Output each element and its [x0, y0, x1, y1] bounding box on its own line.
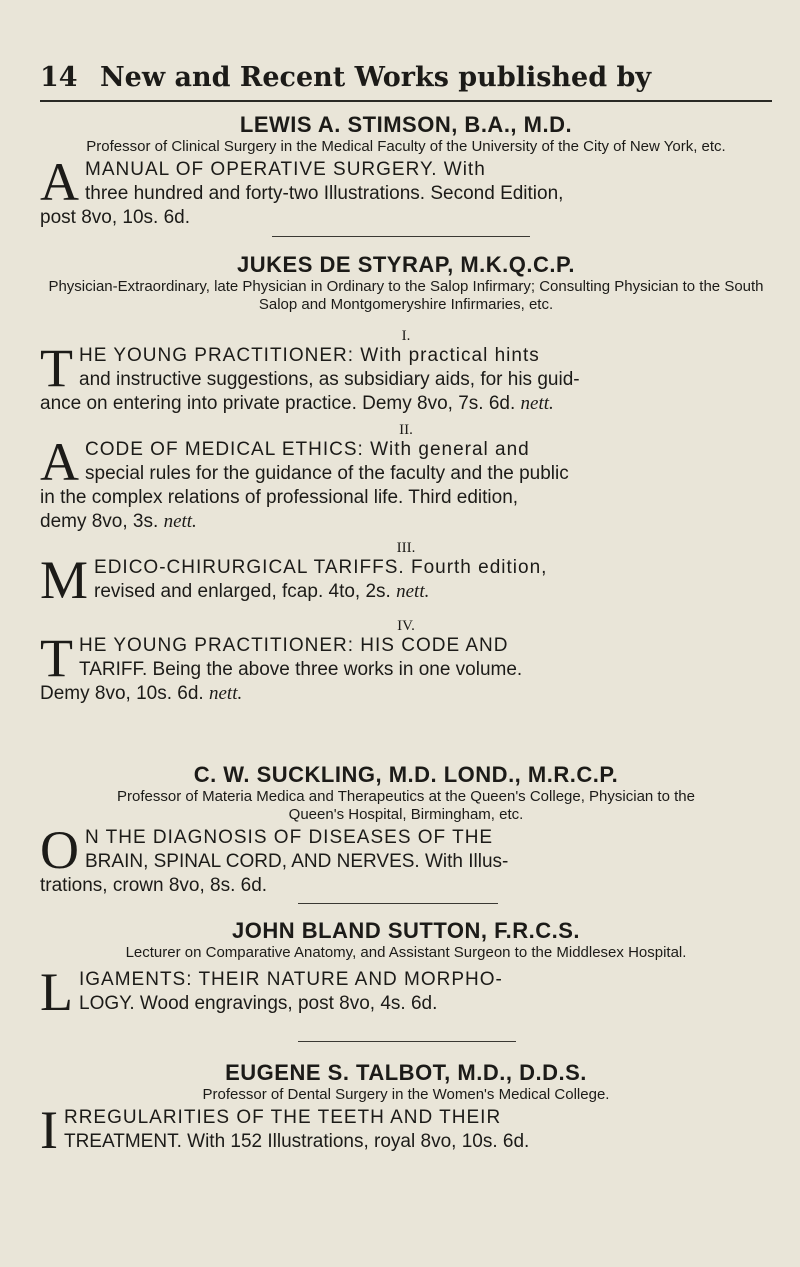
section-rule [272, 236, 530, 237]
work-numeral: IV. [397, 618, 415, 634]
nett-label: nett. [163, 511, 197, 532]
author-name: C. W. SUCKLING, M.D. LOND., M.R.C.P. [193, 762, 619, 787]
work-numeral: III. [396, 540, 416, 556]
work-title-line: IGAMENTS: THEIR NATURE AND MORPHO- [79, 969, 503, 990]
work-description-line: BRAIN, SPINAL CORD, AND NERVES. With Illus- [85, 851, 509, 872]
author-name: LEWIS A. STIMSON, B.A., M.D. [239, 112, 573, 137]
nett-label: nett. [396, 581, 430, 602]
drop-cap: T [40, 628, 73, 688]
work-description-line: LOGY. Wood engravings, post 8vo, 4s. 6d. [79, 993, 438, 1014]
drop-cap: I [40, 1100, 58, 1160]
work-listing [40, 152, 772, 230]
work-description-line: TREATMENT. With 152 Illustrations, royal 8vo, 10s. 6d. [63, 1131, 530, 1152]
work-title-line: CODE OF MEDICAL ETHICS: With general and [85, 439, 530, 460]
nett-label: nett. [208, 683, 243, 704]
nett-label: nett. [520, 393, 554, 414]
drop-cap: A [40, 152, 79, 212]
entry-styrap [40, 252, 772, 706]
author-affiliation: Lecturer on Comparative Anatomy, and Assistant Surgeon to the Middlesex Hospital. [125, 944, 687, 961]
page-number: 14 [40, 62, 78, 93]
header-rule [40, 100, 772, 102]
work-description-line: TARIFF. Being the above three works in one volume. [79, 659, 523, 680]
work-description-line: demy 8vo, 3s. [40, 511, 159, 532]
work-title-line: HE YOUNG PRACTITIONER: With practical hints [79, 345, 540, 366]
work-listing [40, 820, 772, 898]
work-numeral: I. [401, 328, 411, 344]
header-title: New and Recent Works published by [100, 62, 652, 93]
author-affiliation: Physician-Extraordinary, late Physician in Ordinary to the Salop Infirmary; Consulting Physician to the South Salop and Montgomeryshire Infirmaries, etc. [48, 278, 764, 313]
work-listing [40, 432, 772, 534]
author-affiliation: Professor of Materia Medica and Therapeutics at the Queen's College, Physician to the Queen's Hospital, Birmingham, etc. [117, 788, 695, 823]
work-listing [40, 628, 772, 706]
work-description-line: special rules for the guidance of the faculty and the public [85, 463, 569, 484]
work-listing [40, 550, 772, 610]
work-description-line: post 8vo, 10s. 6d. [40, 207, 190, 228]
work-description-line: three hundred and forty-two Illustrations. Second Edition, [85, 183, 564, 204]
work-description-line: Demy 8vo, 10s. 6d. [40, 683, 204, 704]
author-name: EUGENE S. TALBOT, M.D., D.D.S. [225, 1060, 587, 1085]
work-description-line: in the complex relations of professional life. Third edition, [40, 487, 519, 508]
drop-cap: M [40, 550, 89, 610]
work-title-line: HE YOUNG PRACTITIONER: HIS CODE AND [79, 635, 509, 656]
work-listing [40, 338, 772, 416]
entry-suckling [40, 762, 772, 898]
work-description-line: trations, crown 8vo, 8s. 6d. [40, 875, 268, 896]
work-title-line: EDICO-CHIRURGICAL TARIFFS. Fourth edition, [94, 557, 548, 578]
work-description-line: ance on entering into private practice. Demy 8vo, 7s. 6d. [40, 393, 516, 414]
work-listing [40, 962, 772, 1022]
drop-cap: L [40, 962, 73, 1022]
entry-stimson [40, 112, 772, 230]
work-numeral: II. [399, 422, 413, 438]
work-title-line: N THE DIAGNOSIS OF DISEASES OF THE [85, 827, 494, 848]
work-description-line: and instructive suggestions, as subsidiary aids, for his guid- [79, 369, 580, 390]
work-title-line: MANUAL OF OPERATIVE SURGERY. With [85, 159, 486, 180]
work-listing [40, 1100, 772, 1160]
work-title-line: RREGULARITIES OF THE TEETH AND THEIR [63, 1107, 502, 1128]
author-affiliation: Professor of Clinical Surgery in the Medical Faculty of the University of the City of New York, etc. [86, 138, 726, 155]
drop-cap: T [40, 338, 73, 398]
author-name: JOHN BLAND SUTTON, F.R.C.S. [231, 918, 580, 943]
entry-talbot [40, 1060, 772, 1160]
drop-cap: O [40, 820, 79, 880]
work-description-line: revised and enlarged, fcap. 4to, 2s. [94, 581, 391, 602]
author-affiliation: Professor of Dental Surgery in the Women's Medical College. [202, 1086, 610, 1103]
author-name: JUKES DE STYRAP, M.K.Q.C.P. [237, 252, 575, 277]
section-rule [298, 1041, 516, 1042]
drop-cap: A [40, 432, 79, 492]
entry-sutton [40, 918, 772, 1022]
section-rule [298, 903, 498, 904]
